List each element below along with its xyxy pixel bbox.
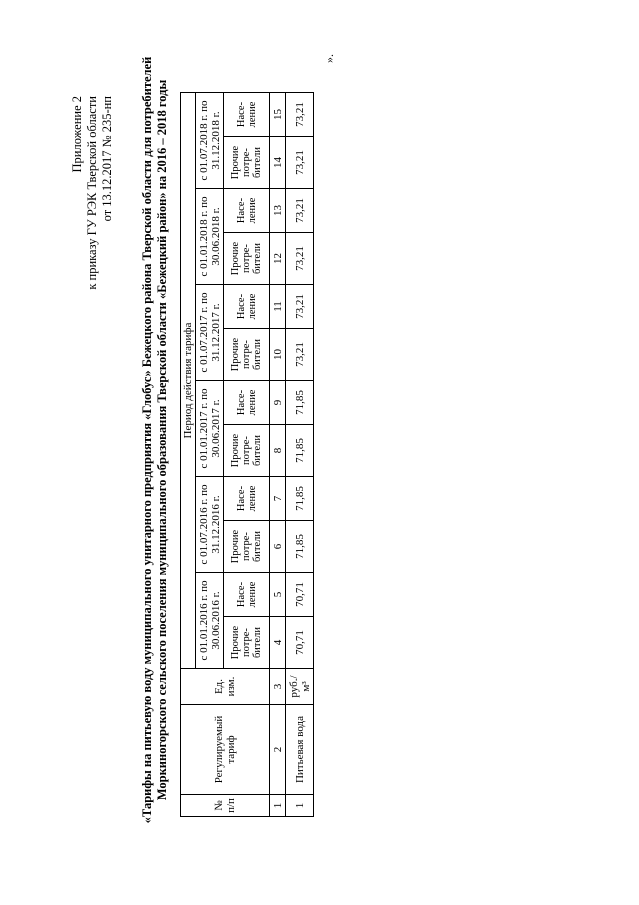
cat-other-1: Прочие потре- бители bbox=[224, 617, 270, 669]
tariff-table bbox=[180, 92, 314, 817]
row-num: 1 bbox=[286, 795, 314, 817]
col-number-14: 14 bbox=[270, 137, 286, 189]
col-number-9: 9 bbox=[270, 381, 286, 425]
appendix-line-1: Приложение 2 bbox=[70, 96, 84, 173]
row-tariff: Питьевая вода bbox=[286, 705, 314, 795]
cat-population-5: Насе- ление bbox=[224, 189, 270, 233]
cat-population-2: Насе- ление bbox=[224, 477, 270, 521]
col-number-2: 2 bbox=[270, 705, 286, 795]
value-4: 71,85 bbox=[286, 477, 314, 521]
value-6: 71,85 bbox=[286, 381, 314, 425]
col-number-4: 4 bbox=[270, 617, 286, 669]
table-row bbox=[286, 93, 314, 817]
value-2: 70,71 bbox=[286, 573, 314, 617]
appendix-note bbox=[70, 96, 115, 290]
cat-population-4: Насе- ление bbox=[224, 285, 270, 329]
col-number-10: 10 bbox=[270, 329, 286, 381]
period-3: с 01.01.2017 г. по 30.06.2017 г. bbox=[196, 381, 224, 477]
cat-other-6: Прочие потре- бители bbox=[224, 137, 270, 189]
col-number-11: 11 bbox=[270, 285, 286, 329]
closing-quote: ». bbox=[322, 54, 336, 63]
value-5: 71,85 bbox=[286, 425, 314, 477]
col-number-3: 3 bbox=[270, 669, 286, 705]
cat-other-3: Прочие потре- бители bbox=[224, 425, 270, 477]
header-tariff: Регулируемый тариф bbox=[181, 705, 270, 795]
title-line-2: Моркиногорского сельского поселения муниципального образования Тверской области «Бежецкий район» на 2016 – 2018 годы bbox=[155, 79, 169, 801]
period-6: с 01.07.2018 г. по 31.12.2018 г. bbox=[196, 93, 224, 189]
header-num: № п/п bbox=[181, 795, 270, 817]
title-line-1: «Тарифы на питьевую воду муниципального унитарного предприятия «Глобус» Бежецкого района Тверской области для потребителей bbox=[140, 56, 154, 824]
cat-other-4: Прочие потре- бители bbox=[224, 329, 270, 381]
period-4: с 01.07.2017 г. по 31.12.2017 г. bbox=[196, 285, 224, 381]
cat-population-6: Насе- ление bbox=[224, 93, 270, 137]
value-8: 73,21 bbox=[286, 285, 314, 329]
cat-other-2: Прочие потре- бители bbox=[224, 521, 270, 573]
value-7: 73,21 bbox=[286, 329, 314, 381]
cat-population-3: Насе- ление bbox=[224, 381, 270, 425]
col-number-1: 1 bbox=[270, 795, 286, 817]
col-number-5: 5 bbox=[270, 573, 286, 617]
value-11: 73,21 bbox=[286, 137, 314, 189]
appendix-line-3: от 13.12.2017 № 235-нп bbox=[100, 96, 114, 222]
period-1: с 01.01.2016 г. по 30.06.2016 г. bbox=[196, 573, 224, 669]
col-number-8: 8 bbox=[270, 425, 286, 477]
row-unit: руб./м³ bbox=[286, 669, 314, 705]
column-number-row bbox=[270, 93, 286, 817]
col-number-15: 15 bbox=[270, 93, 286, 137]
cat-population-1: Насе- ление bbox=[224, 573, 270, 617]
cat-other-5: Прочие потре- бители bbox=[224, 233, 270, 285]
appendix-line-2: к приказу ГУ РЭК Тверской области bbox=[85, 96, 99, 290]
col-number-13: 13 bbox=[270, 189, 286, 233]
value-12: 73,21 bbox=[286, 93, 314, 137]
header-unit: Ед. изм. bbox=[181, 669, 270, 705]
value-9: 73,21 bbox=[286, 233, 314, 285]
header-period: Период действия тарифа bbox=[181, 93, 196, 669]
col-number-7: 7 bbox=[270, 477, 286, 521]
period-2: с 01.07.2016 г. по 31.12.2016 г. bbox=[196, 477, 224, 573]
value-3: 71,85 bbox=[286, 521, 314, 573]
value-10: 73,21 bbox=[286, 189, 314, 233]
col-number-12: 12 bbox=[270, 233, 286, 285]
document-title bbox=[140, 35, 170, 845]
col-number-6: 6 bbox=[270, 521, 286, 573]
value-1: 70,71 bbox=[286, 617, 314, 669]
period-5: с 01.01.2018 г. по 30.06.2018 г. bbox=[196, 189, 224, 285]
